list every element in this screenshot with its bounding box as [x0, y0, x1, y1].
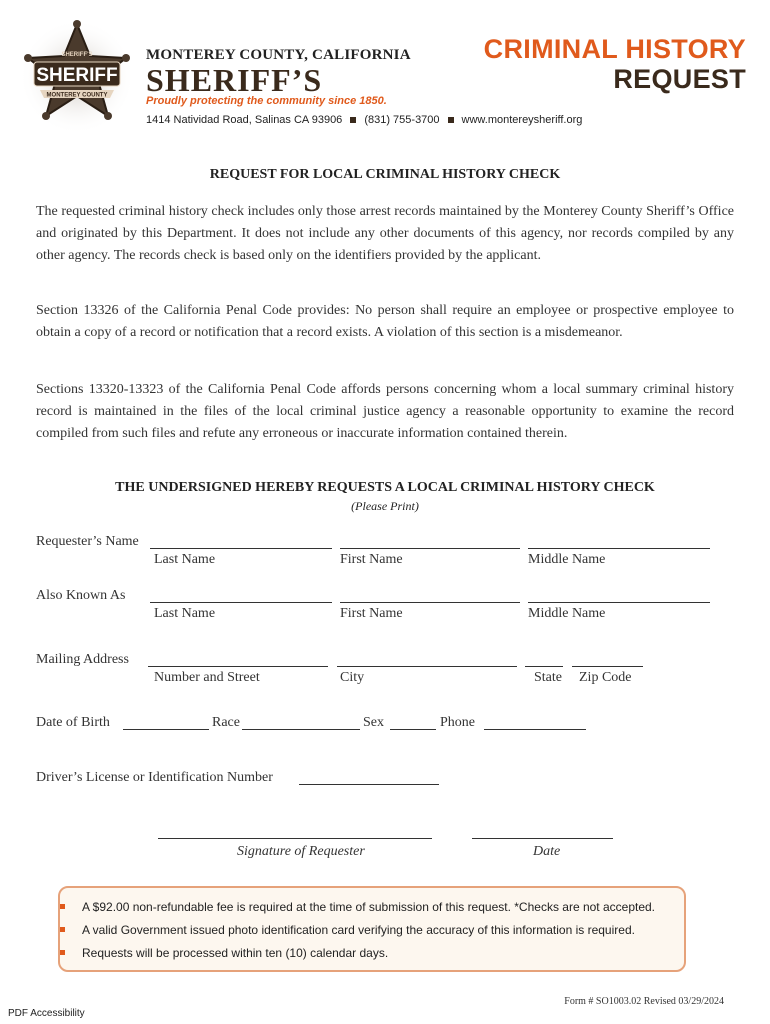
section-heading: REQUEST FOR LOCAL CRIMINAL HISTORY CHECK	[209, 167, 561, 182]
paragraph-penal-code-13320: Sections 13320-13323 of the California Penal Code affords persons concerning whom a local summary criminal history record is maintained in the files of the local criminal justice agency a reasonable opportunity to examine the record compiled from such files and refute any erroneous or inaccurate information contained therein.	[36, 382, 734, 441]
last-name-caption: Last Name	[154, 606, 216, 621]
document-title-line2: REQUEST	[613, 64, 746, 94]
date-field[interactable]	[472, 838, 613, 839]
bullet-square-icon	[60, 950, 65, 955]
bullet-square-icon	[60, 927, 65, 932]
number-street-caption: Number and Street	[154, 670, 260, 685]
document-title-line1: CRIMINAL HISTORY	[483, 34, 746, 64]
signature-caption: Signature of Requester	[237, 844, 365, 859]
requester-first-name-field[interactable]	[340, 548, 520, 549]
dob-field[interactable]	[123, 729, 209, 730]
dob-label: Date of Birth	[36, 715, 110, 730]
svg-text:SHERIFF'S: SHERIFF'S	[61, 52, 93, 58]
first-name-caption: First Name	[340, 606, 403, 621]
separator-square-icon	[350, 117, 356, 123]
state-caption: State	[534, 670, 562, 685]
phone-field[interactable]	[484, 729, 586, 730]
aka-last-name-field[interactable]	[150, 602, 332, 603]
separator-square-icon	[448, 117, 454, 123]
pdf-accessibility-link[interactable]: PDF Accessibility	[8, 1008, 85, 1019]
paragraph-records-scope: The requested criminal history check includes only those arrest records maintained by the Monterey County Sheriff’s Office and originated by this Department. It does not include any other documents of this agency, nor records compiled by any other agency. The records check is based only on the identifiers provided by the applicant.	[36, 204, 734, 263]
sex-label: Sex	[363, 715, 384, 730]
paragraph-penal-code-13326: Section 13326 of the California Penal Code provides: No person shall require an employee or prospective employee to obtain a copy of a record or notification that a record exists. A violation of this section is a misdemeanor.	[36, 303, 734, 340]
aka-middle-name-field[interactable]	[528, 602, 710, 603]
race-label: Race	[212, 715, 240, 730]
date-caption: Date	[533, 844, 561, 859]
last-name-caption: Last Name	[154, 552, 216, 567]
form-number: Form # SO1003.02 Revised 03/29/2024	[564, 996, 724, 1007]
state-field[interactable]	[525, 666, 563, 667]
zip-field[interactable]	[572, 666, 643, 667]
requester-last-name-field[interactable]	[150, 548, 332, 549]
race-field[interactable]	[242, 729, 360, 730]
org-website[interactable]: www.montereysheriff.org	[461, 114, 583, 126]
notice-item: A $92.00 non-refundable fee is required at the time of submission of this request. *Checks are not accepted.	[60, 900, 684, 923]
license-field[interactable]	[299, 784, 439, 785]
org-county: MONTEREY COUNTY, CALIFORNIA	[146, 47, 411, 63]
request-heading: THE UNDERSIGNED HEREBY REQUESTS A LOCAL CRIMINAL HISTORY CHECK	[115, 480, 655, 495]
mailing-address-label: Mailing Address	[36, 652, 129, 667]
org-name: SHERIFF’S	[146, 62, 323, 98]
please-print-note: (Please Print)	[351, 499, 419, 513]
svg-text:SHERIFF: SHERIFF	[36, 65, 118, 86]
phone-label: Phone	[440, 715, 475, 730]
org-tagline: Proudly protecting the community since 1850.	[146, 95, 387, 107]
sex-field[interactable]	[390, 729, 436, 730]
sheriff-badge-logo	[18, 18, 136, 136]
notice-item: A valid Government issued photo identification card verifying the accuracy of this information is required.	[60, 923, 684, 946]
first-name-caption: First Name	[340, 552, 403, 567]
license-label: Driver’s License or Identification Number	[36, 770, 273, 785]
zip-caption: Zip Code	[579, 670, 632, 685]
notice-box	[58, 886, 686, 972]
city-field[interactable]	[337, 666, 517, 667]
middle-name-caption: Middle Name	[528, 552, 606, 567]
org-contact	[146, 114, 582, 126]
bullet-square-icon	[60, 904, 65, 909]
signature-field[interactable]	[158, 838, 432, 839]
org-address: 1414 Natividad Road, Salinas CA 93906	[146, 114, 343, 126]
org-phone: (831) 755-3700	[364, 114, 440, 126]
street-field[interactable]	[148, 666, 328, 667]
also-known-as-label: Also Known As	[36, 588, 126, 603]
middle-name-caption: Middle Name	[528, 606, 606, 621]
requester-name-label: Requester’s Name	[36, 534, 139, 549]
notice-item: Requests will be processed within ten (10) calendar days.	[60, 946, 684, 969]
svg-text:MONTEREY COUNTY: MONTEREY COUNTY	[46, 92, 108, 99]
city-caption: City	[340, 670, 365, 685]
aka-first-name-field[interactable]	[340, 602, 520, 603]
requester-middle-name-field[interactable]	[528, 548, 710, 549]
